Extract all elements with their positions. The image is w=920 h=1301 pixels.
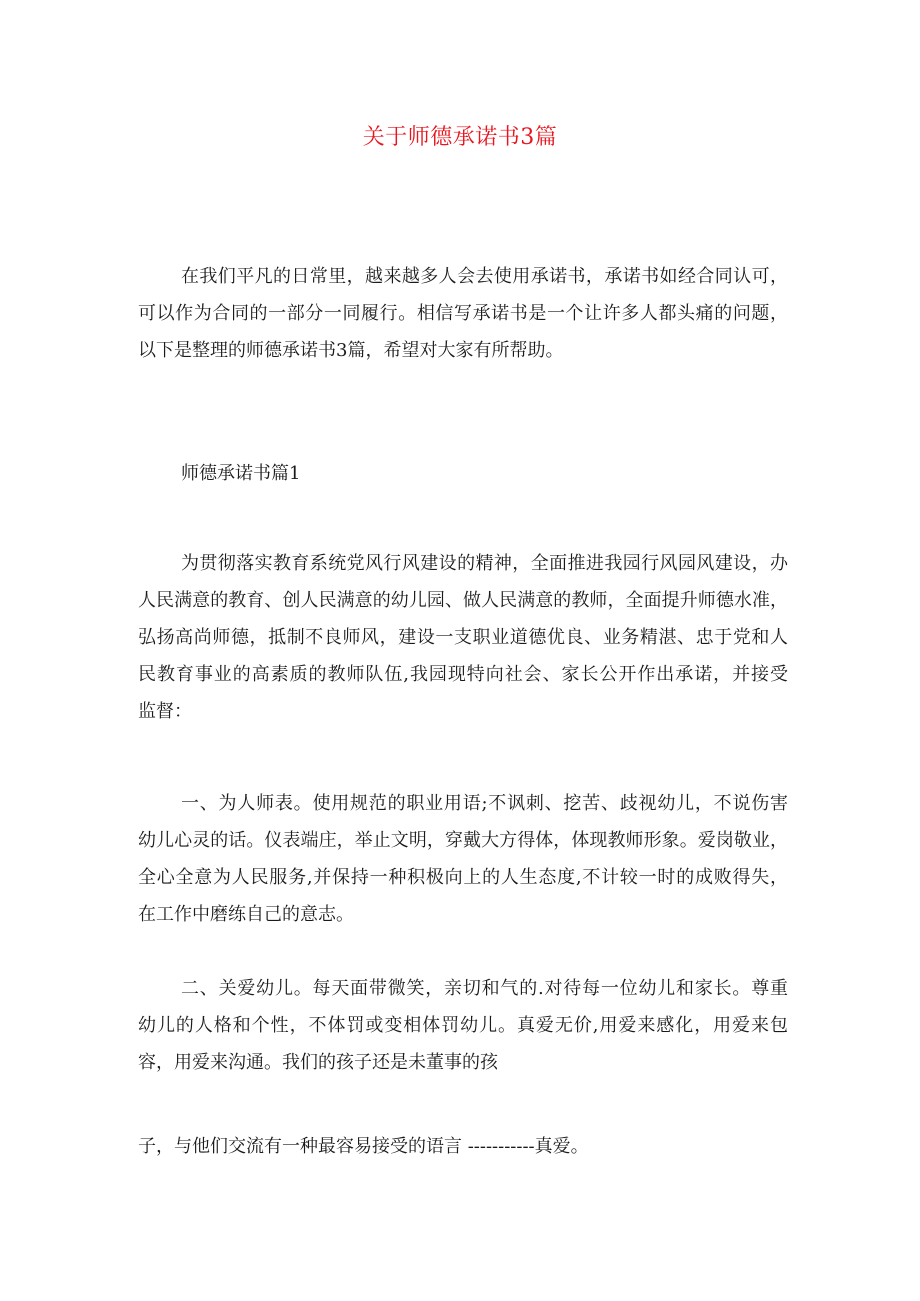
section-heading: 师德承诺书篇1 [181, 463, 301, 484]
paragraph-line: 二、关爱幼儿。每天面带微笑，亲切和气的.对待每一位幼儿和家长。尊重 [181, 978, 788, 999]
paragraph-line: 为贯彻落实教育系统党风行风建设的精神，全面推进我园行风园风建设，办 [181, 553, 788, 574]
paragraph-line: 弘扬高尚师德，抵制不良师风，建设一支职业道德优良、业务精湛、忠于党和人 [138, 627, 788, 648]
paragraph-line: 全心全意为人民服务,并保持一种积极向上的人生态度,不计较一时的成败得失， [138, 867, 788, 888]
intro-line: 以下是整理的师德承诺书3篇，希望对大家有所帮助。 [138, 340, 564, 361]
paragraph-point-two [138, 970, 788, 1081]
paragraph-line: 一、为人师表。使用规范的职业用语;不讽刺、挖苦、歧视幼儿，不说伤害 [181, 793, 788, 814]
paragraph-line: 监督： [138, 701, 192, 722]
paragraph-continuation [138, 1128, 788, 1165]
paragraph-commitment-intro [138, 545, 788, 730]
paragraph-line: 人民满意的教育、创人民满意的幼儿园、做人民满意的教师，全面提升师德水准， [138, 590, 788, 611]
intro-paragraph [138, 258, 788, 369]
paragraph-line: 幼儿心灵的话。仪表端庄，举止文明，穿戴大方得体，体现教师形象。爱岗敬业， [138, 830, 788, 851]
paragraph-line: 在工作中磨练自己的意志。 [138, 904, 354, 925]
paragraph-point-one [138, 785, 788, 933]
document-title: 关于师德承诺书3篇 [362, 125, 558, 150]
intro-line: 在我们平凡的日常里，越来越多人会去使用承诺书，承诺书如经合同认可， [181, 266, 788, 287]
paragraph-line: 幼儿的人格和个性，不体罚或变相体罚幼儿。真爱无价,用爱来感化，用爱来包 [138, 1015, 788, 1036]
paragraph-line: 子，与他们交流有一种最容易接受的语言 -----------真爱。 [138, 1136, 589, 1157]
intro-line: 可以作为合同的一部分一同履行。相信写承诺书是一个让许多人都头痛的问题， [138, 303, 788, 324]
paragraph-line: 容，用爱来沟通。我们的孩子还是未董事的孩 [138, 1052, 498, 1073]
paragraph-line: 民教育事业的高素质的教师队伍,我园现特向社会、家长公开作出承诺，并接受 [138, 664, 788, 685]
